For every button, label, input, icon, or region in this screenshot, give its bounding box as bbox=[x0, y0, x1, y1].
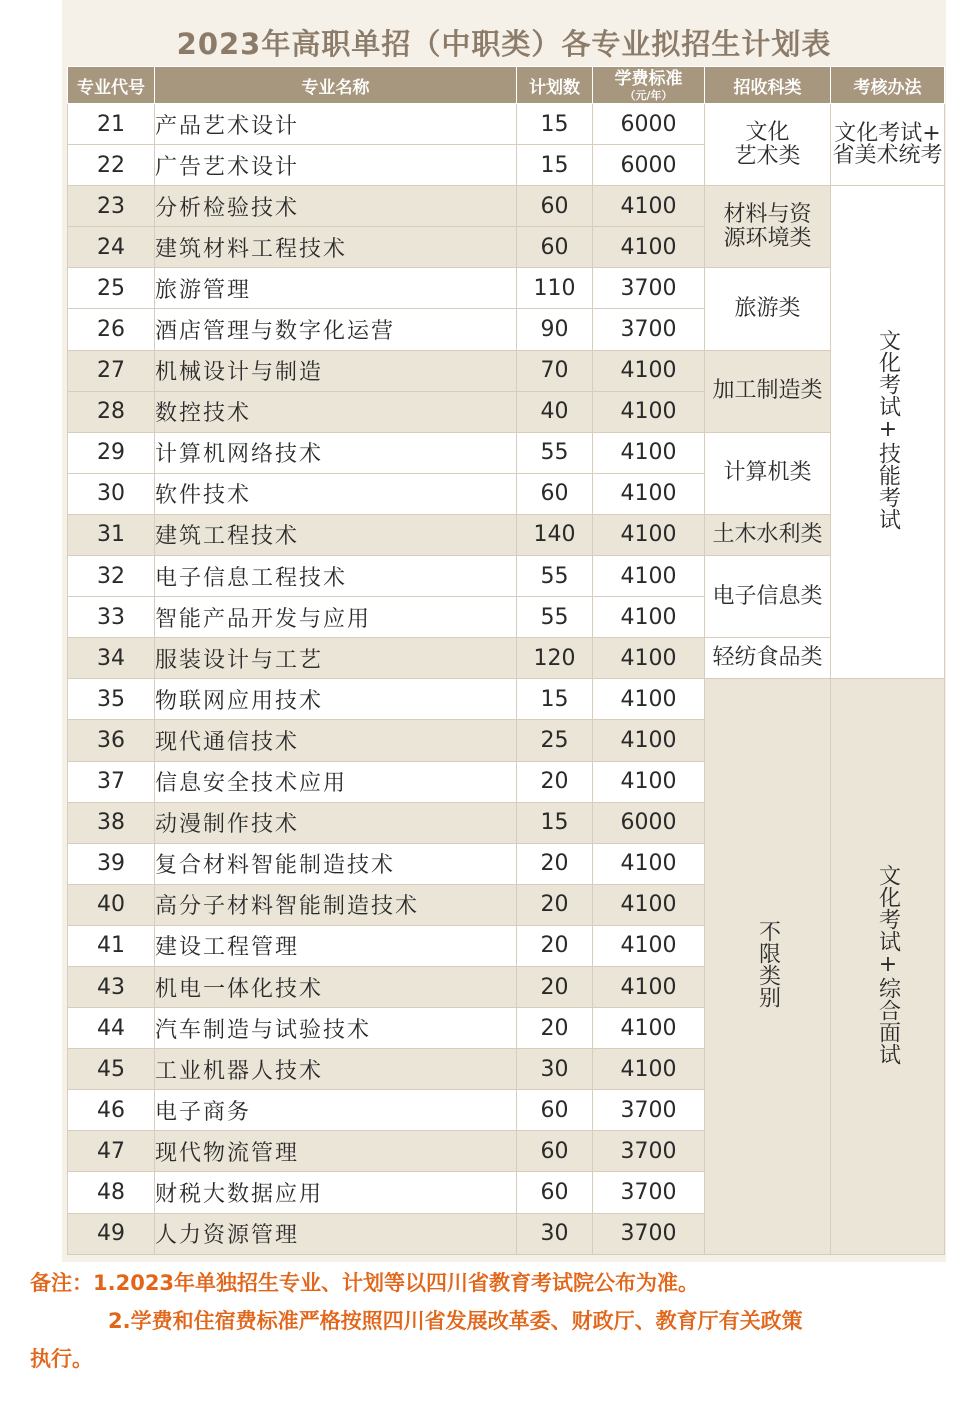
cell-name: 软件技术 bbox=[155, 473, 517, 514]
category-cell-electronics: 电子信息类 bbox=[705, 556, 831, 638]
cell-fee: 4100 bbox=[593, 350, 705, 391]
cell-plan: 20 bbox=[517, 843, 593, 884]
method-label-line: 省美术统考 bbox=[832, 142, 943, 168]
enrollment-plan-table bbox=[67, 66, 945, 1255]
cell-plan: 55 bbox=[517, 556, 593, 597]
header-category: 招收科类 bbox=[705, 67, 831, 104]
cell-fee: 4100 bbox=[593, 638, 705, 679]
table-row bbox=[68, 514, 945, 555]
cell-plan: 70 bbox=[517, 350, 593, 391]
table-row bbox=[68, 638, 945, 679]
cell-fee: 4100 bbox=[593, 761, 705, 802]
cell-name: 数控技术 bbox=[155, 391, 517, 432]
header-fee-unit: （元/年） bbox=[624, 88, 673, 102]
cell-fee: 4100 bbox=[593, 925, 705, 966]
cell-name: 广告艺术设计 bbox=[155, 145, 517, 186]
cell-code: 21 bbox=[68, 104, 155, 145]
cell-plan: 60 bbox=[517, 227, 593, 268]
cell-fee: 4100 bbox=[593, 1008, 705, 1049]
cell-plan: 20 bbox=[517, 966, 593, 1007]
cell-plan: 90 bbox=[517, 309, 593, 350]
cell-code: 48 bbox=[68, 1172, 155, 1213]
method-label: 文化考试+技能考试 bbox=[875, 329, 901, 531]
cell-plan: 30 bbox=[517, 1049, 593, 1090]
cell-code: 45 bbox=[68, 1049, 155, 1090]
cell-name: 物联网应用技术 bbox=[155, 679, 517, 720]
cell-fee: 4100 bbox=[593, 227, 705, 268]
table-row bbox=[68, 104, 945, 145]
cell-name: 建筑工程技术 bbox=[155, 514, 517, 555]
cell-code: 39 bbox=[68, 843, 155, 884]
cell-name: 动漫制作技术 bbox=[155, 802, 517, 843]
table-row bbox=[68, 350, 945, 391]
cell-name: 建筑材料工程技术 bbox=[155, 227, 517, 268]
header-fee-label: 学费标准 bbox=[614, 68, 683, 89]
category-cell-manufacturing: 加工制造类 bbox=[705, 350, 831, 432]
cell-fee: 6000 bbox=[593, 145, 705, 186]
cell-plan: 55 bbox=[517, 432, 593, 473]
table-header-row bbox=[68, 67, 945, 104]
category-label-line: 源环境类 bbox=[723, 225, 812, 251]
cell-fee: 4100 bbox=[593, 514, 705, 555]
category-cell-civil: 土木水利类 bbox=[705, 514, 831, 555]
cell-code: 34 bbox=[68, 638, 155, 679]
cell-plan: 55 bbox=[517, 597, 593, 638]
cell-name: 现代物流管理 bbox=[155, 1131, 517, 1172]
category-cell-tourism: 旅游类 bbox=[705, 268, 831, 350]
cell-name: 电子信息工程技术 bbox=[155, 556, 517, 597]
cell-fee: 4100 bbox=[593, 432, 705, 473]
category-label-line: 文化 bbox=[745, 119, 790, 145]
cell-name: 计算机网络技术 bbox=[155, 432, 517, 473]
cell-code: 43 bbox=[68, 966, 155, 1007]
cell-code: 49 bbox=[68, 1213, 155, 1254]
cell-name: 产品艺术设计 bbox=[155, 104, 517, 145]
notes-section bbox=[30, 1264, 965, 1378]
cell-plan: 20 bbox=[517, 925, 593, 966]
cell-fee: 4100 bbox=[593, 720, 705, 761]
cell-name: 现代通信技术 bbox=[155, 720, 517, 761]
cell-code: 23 bbox=[68, 186, 155, 227]
table-row bbox=[68, 432, 945, 473]
category-cell-arts bbox=[705, 104, 831, 186]
table-row bbox=[68, 186, 945, 227]
cell-plan: 60 bbox=[517, 1131, 593, 1172]
cell-plan: 15 bbox=[517, 802, 593, 843]
note-line-1: 备注：1.2023年单独招生专业、计划等以四川省教育考试院公布为准。 bbox=[30, 1271, 700, 1295]
cell-fee: 4100 bbox=[593, 843, 705, 884]
cell-code: 26 bbox=[68, 309, 155, 350]
cell-fee: 3700 bbox=[593, 1090, 705, 1131]
header-plan: 计划数 bbox=[517, 67, 593, 104]
cell-name: 分析检验技术 bbox=[155, 186, 517, 227]
cell-fee: 3700 bbox=[593, 1131, 705, 1172]
cell-fee: 3700 bbox=[593, 1172, 705, 1213]
cell-code: 41 bbox=[68, 925, 155, 966]
method-cell-interview bbox=[831, 679, 945, 1255]
table-row bbox=[68, 556, 945, 597]
cell-code: 46 bbox=[68, 1090, 155, 1131]
cell-name: 建设工程管理 bbox=[155, 925, 517, 966]
cell-code: 47 bbox=[68, 1131, 155, 1172]
category-label-line: 材料与资 bbox=[723, 201, 812, 227]
cell-plan: 110 bbox=[517, 268, 593, 309]
table-row bbox=[68, 679, 945, 720]
cell-code: 40 bbox=[68, 884, 155, 925]
cell-code: 25 bbox=[68, 268, 155, 309]
cell-code: 37 bbox=[68, 761, 155, 802]
cell-fee: 4100 bbox=[593, 966, 705, 1007]
cell-plan: 20 bbox=[517, 1008, 593, 1049]
cell-code: 29 bbox=[68, 432, 155, 473]
cell-code: 31 bbox=[68, 514, 155, 555]
cell-fee: 4100 bbox=[593, 1049, 705, 1090]
note-line-2: 2.学费和住宿费标准严格按照四川省发展改革委、财政厅、教育厅有关政策 bbox=[108, 1309, 803, 1333]
cell-fee: 3700 bbox=[593, 1213, 705, 1254]
category-cell-textile: 轻纺食品类 bbox=[705, 638, 831, 679]
cell-plan: 40 bbox=[517, 391, 593, 432]
header-code: 专业代号 bbox=[68, 67, 155, 104]
cell-plan: 30 bbox=[517, 1213, 593, 1254]
cell-name: 酒店管理与数字化运营 bbox=[155, 309, 517, 350]
cell-fee: 6000 bbox=[593, 802, 705, 843]
cell-fee: 4100 bbox=[593, 391, 705, 432]
cell-plan: 15 bbox=[517, 104, 593, 145]
cell-plan: 120 bbox=[517, 638, 593, 679]
cell-name: 智能产品开发与应用 bbox=[155, 597, 517, 638]
cell-code: 38 bbox=[68, 802, 155, 843]
method-label: 文化考试+综合面试 bbox=[875, 863, 901, 1065]
category-cell-materials bbox=[705, 186, 831, 268]
cell-code: 35 bbox=[68, 679, 155, 720]
cell-name: 财税大数据应用 bbox=[155, 1172, 517, 1213]
cell-code: 28 bbox=[68, 391, 155, 432]
cell-name: 信息安全技术应用 bbox=[155, 761, 517, 802]
cell-fee: 4100 bbox=[593, 884, 705, 925]
cell-fee: 3700 bbox=[593, 309, 705, 350]
cell-fee: 4100 bbox=[593, 597, 705, 638]
header-fee bbox=[593, 67, 705, 104]
table-row bbox=[68, 268, 945, 309]
cell-plan: 15 bbox=[517, 679, 593, 720]
cell-name: 复合材料智能制造技术 bbox=[155, 843, 517, 884]
cell-plan: 60 bbox=[517, 473, 593, 514]
cell-name: 旅游管理 bbox=[155, 268, 517, 309]
cell-code: 27 bbox=[68, 350, 155, 391]
category-cell-computer: 计算机类 bbox=[705, 432, 831, 514]
cell-fee: 4100 bbox=[593, 186, 705, 227]
cell-name: 电子商务 bbox=[155, 1090, 517, 1131]
cell-plan: 60 bbox=[517, 1090, 593, 1131]
cell-name: 汽车制造与试验技术 bbox=[155, 1008, 517, 1049]
cell-fee: 3700 bbox=[593, 268, 705, 309]
cell-plan: 20 bbox=[517, 761, 593, 802]
cell-fee: 6000 bbox=[593, 104, 705, 145]
cell-fee: 4100 bbox=[593, 473, 705, 514]
category-cell-unrestricted bbox=[705, 679, 831, 1255]
header-name: 专业名称 bbox=[155, 67, 517, 104]
cell-fee: 4100 bbox=[593, 556, 705, 597]
method-cell-art-exam bbox=[831, 104, 945, 186]
cell-code: 24 bbox=[68, 227, 155, 268]
cell-code: 33 bbox=[68, 597, 155, 638]
cell-plan: 20 bbox=[517, 884, 593, 925]
cell-code: 22 bbox=[68, 145, 155, 186]
cell-name: 机械设计与制造 bbox=[155, 350, 517, 391]
cell-code: 36 bbox=[68, 720, 155, 761]
category-label: 不限类别 bbox=[755, 919, 781, 1008]
cell-name: 工业机器人技术 bbox=[155, 1049, 517, 1090]
method-label-line: 文化考试+ bbox=[834, 120, 941, 146]
cell-code: 32 bbox=[68, 556, 155, 597]
cell-name: 机电一体化技术 bbox=[155, 966, 517, 1007]
cell-plan: 15 bbox=[517, 145, 593, 186]
page-title: 2023年高职单招（中职类）各专业拟招生计划表 bbox=[176, 27, 832, 61]
cell-fee: 4100 bbox=[593, 679, 705, 720]
cell-name: 服装设计与工艺 bbox=[155, 638, 517, 679]
header-method: 考核办法 bbox=[831, 67, 945, 104]
cell-plan: 25 bbox=[517, 720, 593, 761]
cell-code: 44 bbox=[68, 1008, 155, 1049]
cell-plan: 60 bbox=[517, 1172, 593, 1213]
cell-plan: 60 bbox=[517, 186, 593, 227]
cell-plan: 140 bbox=[517, 514, 593, 555]
note-line-3: 执行。 bbox=[30, 1347, 93, 1371]
category-label-line: 艺术类 bbox=[734, 143, 801, 169]
cell-name: 高分子材料智能制造技术 bbox=[155, 884, 517, 925]
method-cell-skill-exam bbox=[831, 186, 945, 679]
cell-name: 人力资源管理 bbox=[155, 1213, 517, 1254]
cell-code: 30 bbox=[68, 473, 155, 514]
